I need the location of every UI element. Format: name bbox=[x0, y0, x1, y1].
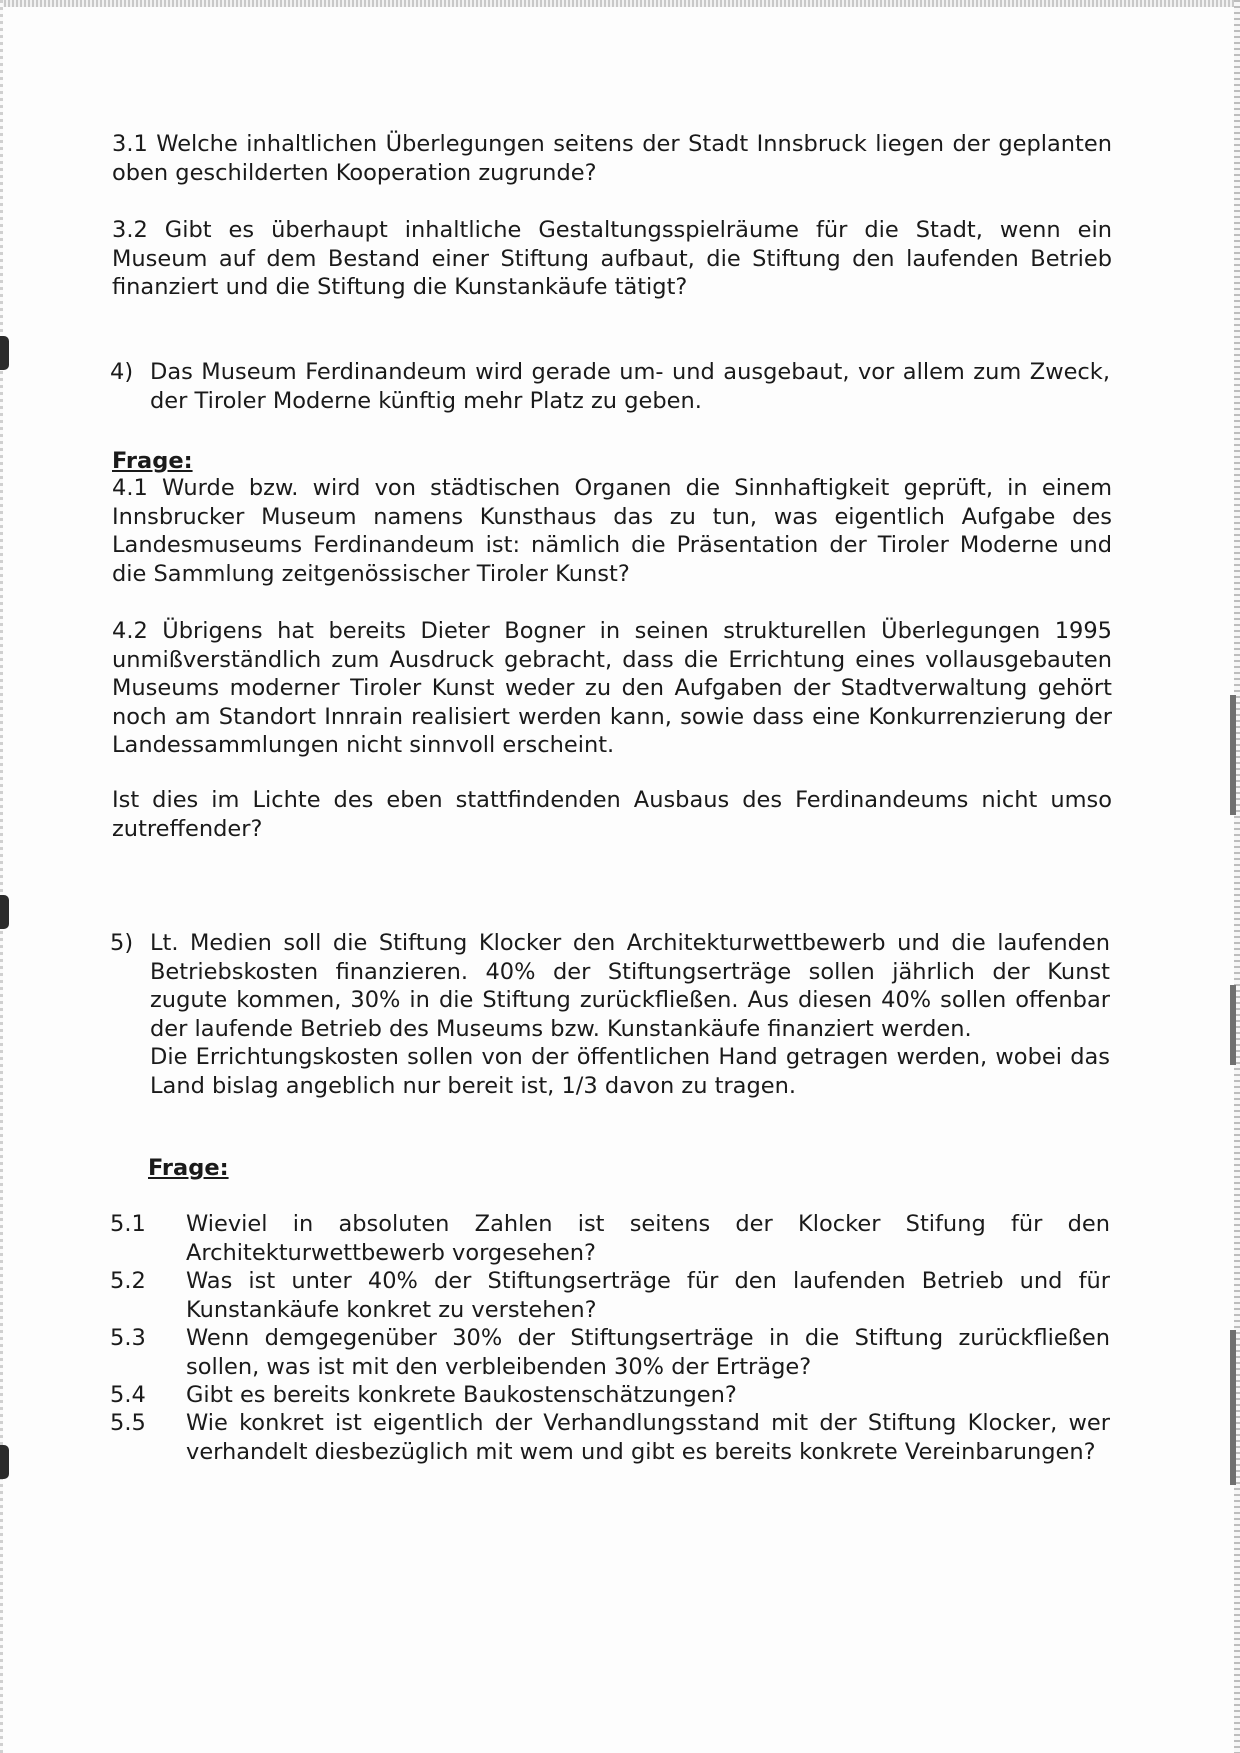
question-4-2: 4.2 Übrigens hat bereits Dieter Bogner in seinen strukturellen Überlegungen 1995 unmißverständlich zum Ausdruck gebracht, dass die Errichtung eines vollausgebauten Museums moderner Tiroler Kunst weder zu den Aufgaben der Stadtverwaltung gehört noch am Standort Innrain realisiert werden kann, sowie dass eine Konkurrenzierung der Landessammlungen nicht sinnvoll erscheint. bbox=[112, 618, 1112, 758]
item-4-text: Das Museum Ferdinandeum wird gerade um- und ausgebaut, vor allem zum Zweck, der Tiroler Moderne künftig mehr Platz zu geben. bbox=[150, 359, 1110, 414]
sub-question-5-2 bbox=[110, 1267, 1110, 1324]
sub-question-5-4 bbox=[110, 1381, 1110, 1410]
punch-hole-mark bbox=[0, 895, 9, 929]
scan-mark bbox=[1230, 985, 1236, 1065]
item-4 bbox=[110, 358, 1110, 415]
scan-edge-top bbox=[0, 0, 1240, 7]
sub-question-5-3 bbox=[110, 1324, 1110, 1381]
sub-question-number: 5.1 bbox=[110, 1211, 146, 1237]
item-5 bbox=[110, 929, 1110, 1100]
scan-edge-right bbox=[1234, 0, 1240, 1753]
question-3-2: 3.2 Gibt es überhaupt inhaltliche Gestaltungsspielräume für die Stadt, wenn ein Museum auf dem Bestand einer Stiftung aufbaut, die Stiftung den laufenden Betrieb finanziert und die Stiftung die Kunstankäufe tätigt? bbox=[112, 217, 1112, 300]
frage-heading: Frage: bbox=[148, 1155, 229, 1181]
item-5-text: Lt. Medien soll die Stiftung Klocker den Architekturwettbewerb und die laufenden Betriebskosten finanzieren. 40% der Stiftungserträge sollen jährlich der Kunst zugute kommen, 30% in die Stiftung zurückfließen. Aus diesen 40% sollen offenbar der laufende Betrieb des Museums bzw. Kunstankäufe finanziert werden. bbox=[150, 930, 1110, 1042]
sub-question-number: 5.2 bbox=[110, 1268, 146, 1294]
item-4-number: 4) bbox=[110, 359, 134, 385]
sub-question-text: Wenn demgegenüber 30% der Stiftungserträge in die Stiftung zurückfließen sollen, was ist mit den verbleibenden 30% der Erträge? bbox=[186, 1325, 1110, 1380]
sub-question-number: 5.5 bbox=[110, 1410, 146, 1436]
sub-question-number: 5.3 bbox=[110, 1325, 146, 1351]
scan-mark bbox=[1230, 1330, 1236, 1485]
sub-question-5-5 bbox=[110, 1409, 1110, 1466]
item-5-text-costs: Die Errichtungskosten sollen von der öffentlichen Hand getragen werden, wobei das Land bislag angeblich nur bereit ist, 1/3 davon zu tragen. bbox=[150, 1044, 1110, 1099]
sub-question-text: Gibt es bereits konkrete Baukostenschätzungen? bbox=[186, 1382, 737, 1408]
question-3-1: 3.1 Welche inhaltlichen Überlegungen seitens der Stadt Innsbruck liegen der geplanten oben geschilderten Kooperation zugrunde? bbox=[112, 131, 1112, 186]
sub-question-text: Was ist unter 40% der Stiftungserträge für den laufenden Betrieb und für Kunstankäufe konkret zu verstehen? bbox=[186, 1268, 1110, 1323]
scan-edge-left bbox=[0, 0, 3, 1753]
sub-question-5-1 bbox=[110, 1210, 1110, 1267]
question-4-1: 4.1 Wurde bzw. wird von städtischen Organen die Sinnhaftigkeit geprüft, in einem Innsbrucker Museum namens Kunsthaus das zu tun, was eigentlich Aufgabe des Landesmuseums Ferdinandeum ist: nämlich die Präsentation der Tiroler Moderne und die Sammlung zeitgenössischer Tiroler Kunst? bbox=[112, 475, 1112, 587]
question-4-2-follow-up: Ist dies im Lichte des eben stattfindenden Ausbaus des Ferdinandeums nicht umso zutreffender? bbox=[112, 787, 1112, 842]
punch-hole-mark bbox=[0, 336, 9, 370]
scan-mark bbox=[1230, 695, 1236, 815]
sub-question-text: Wie konkret ist eigentlich der Verhandlungsstand mit der Stiftung Klocker, wer verhandelt diesbezüglich mit wem und gibt es bereits konkrete Vereinbarungen? bbox=[186, 1410, 1110, 1465]
sub-question-number: 5.4 bbox=[110, 1382, 146, 1408]
sub-question-text: Wieviel in absoluten Zahlen ist seitens der Klocker Stifung für den Architekturwettbewerb vorgesehen? bbox=[186, 1211, 1110, 1266]
item-5-number: 5) bbox=[110, 930, 134, 956]
frage-heading: Frage: bbox=[112, 448, 193, 474]
punch-hole-mark bbox=[0, 1445, 9, 1479]
